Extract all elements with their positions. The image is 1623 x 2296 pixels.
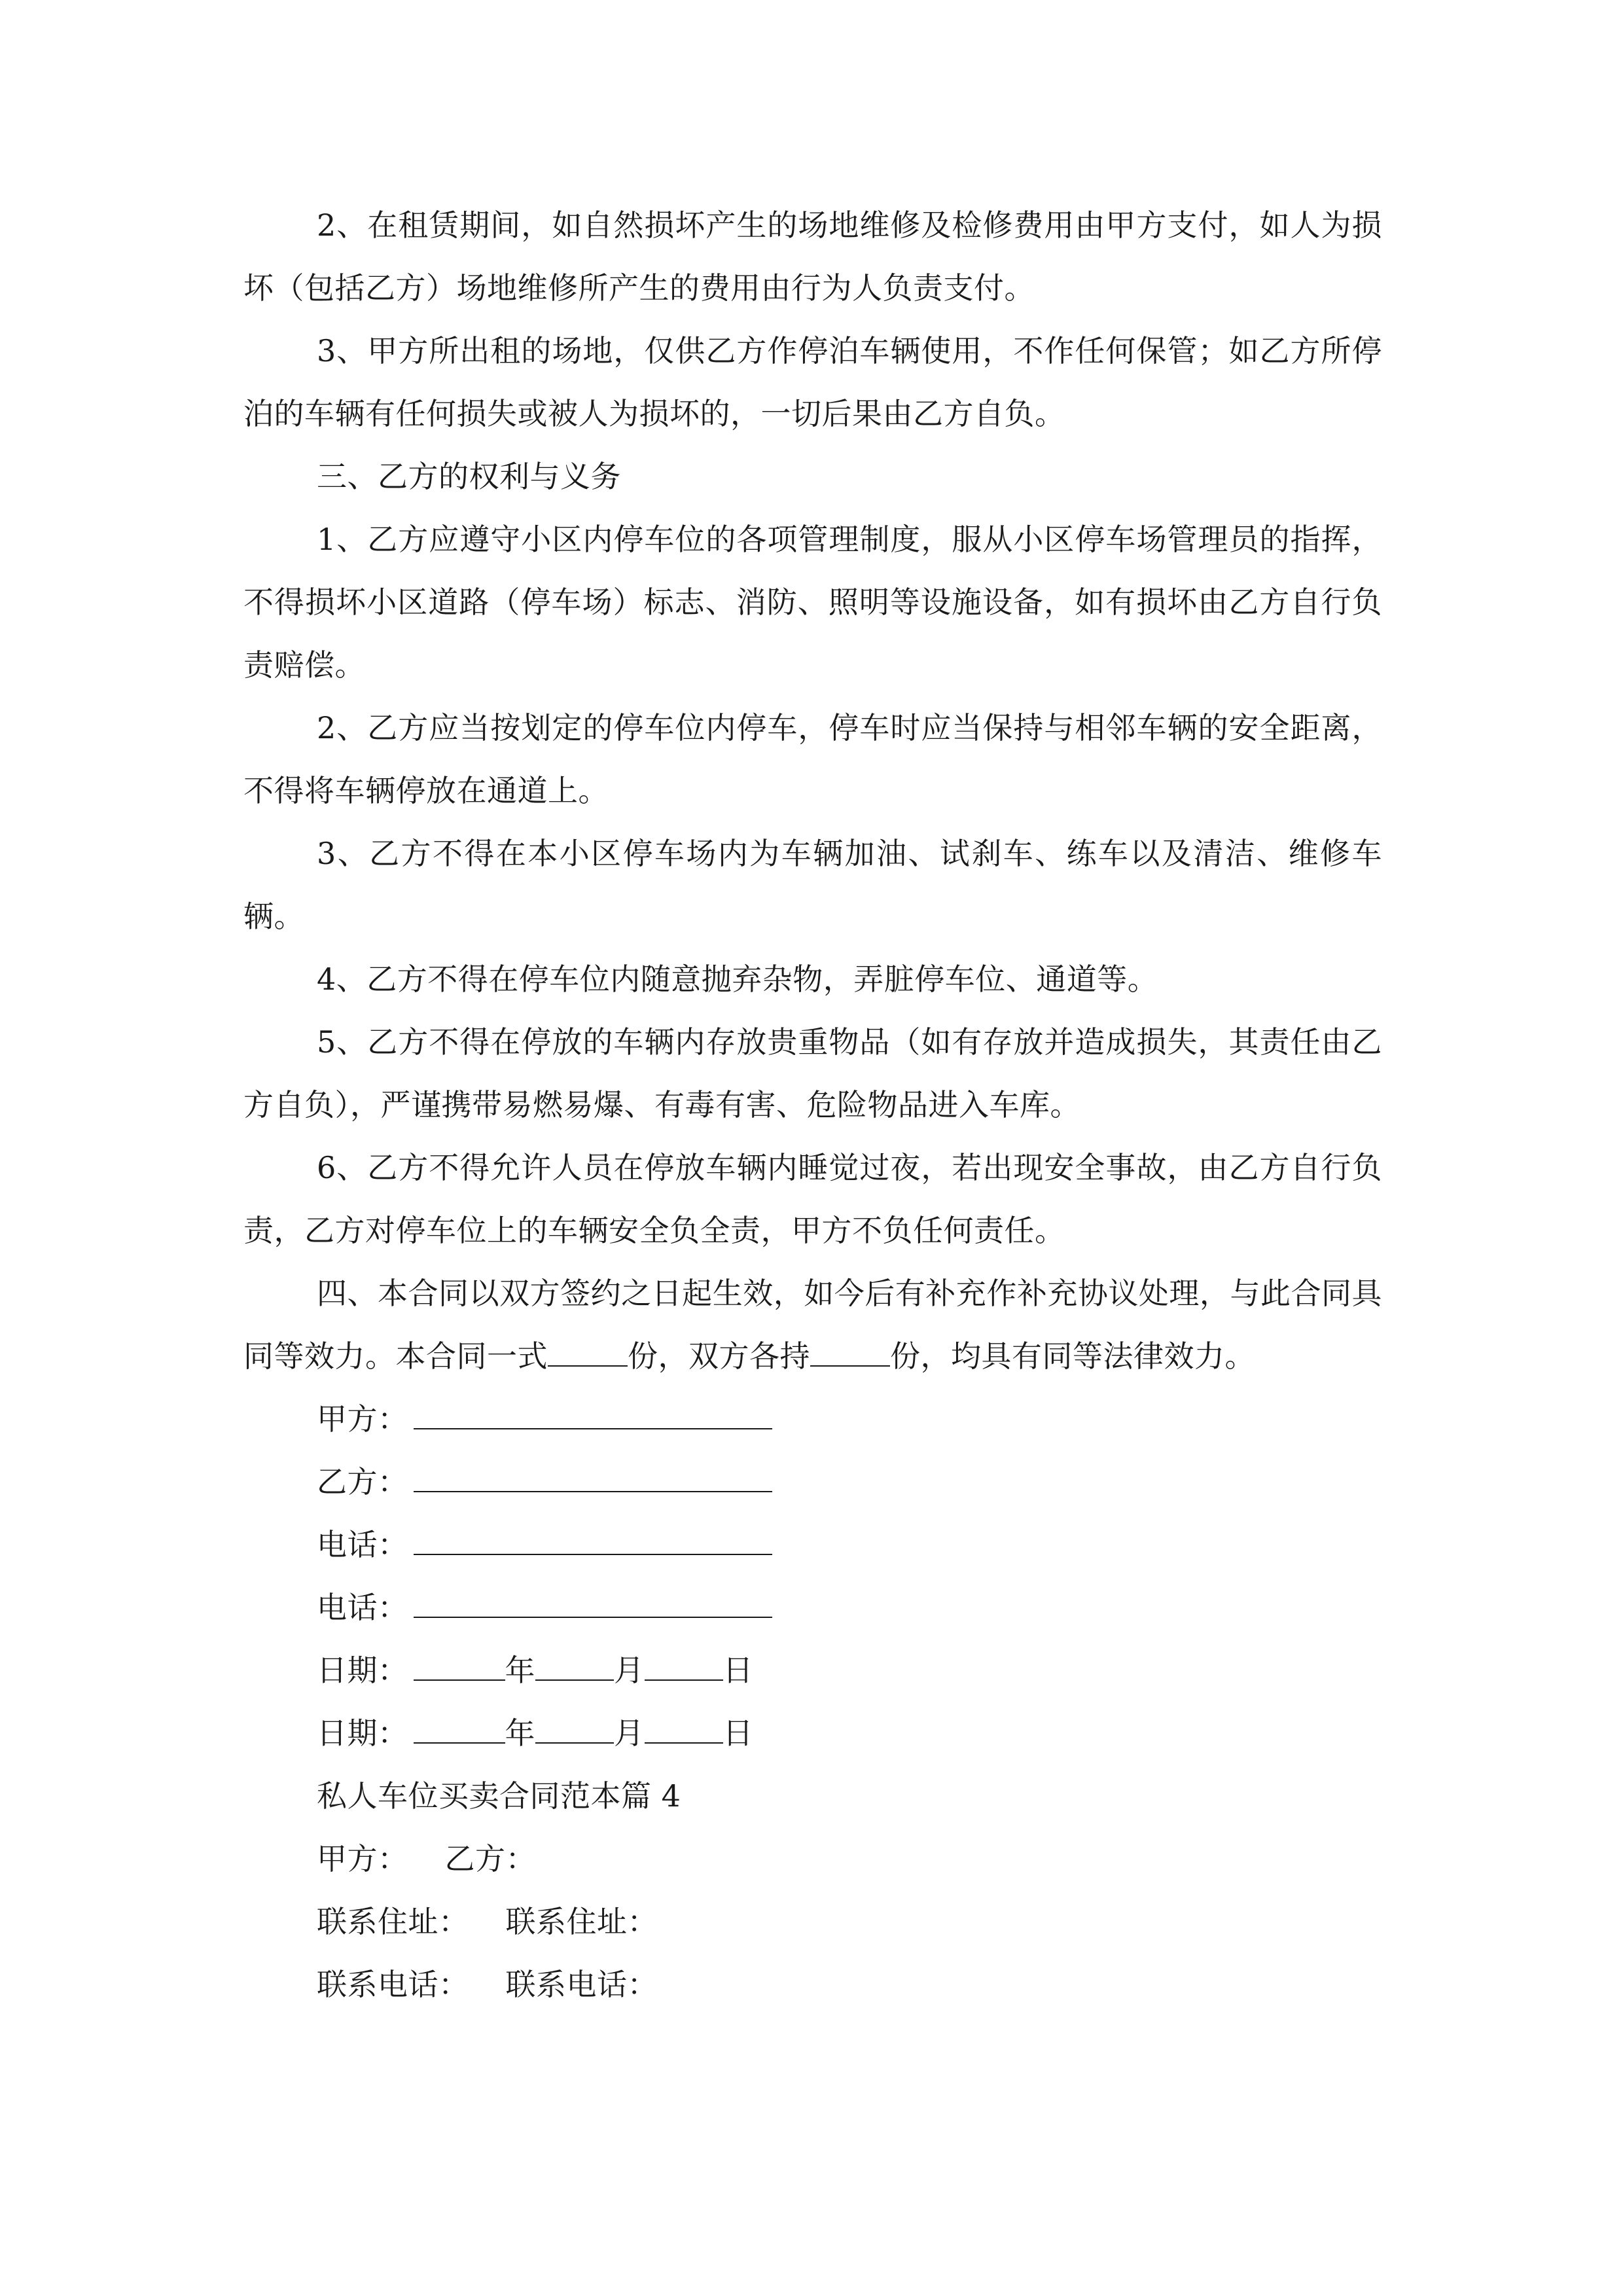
section-title: 私人车位买卖合同范本篇 4: [317, 1778, 681, 1814]
copies-each-blank[interactable]: [810, 1339, 890, 1367]
date-2-label: 日期：: [317, 1715, 408, 1751]
party-b-blank[interactable]: [414, 1465, 772, 1492]
signature-party-a: [243, 1388, 1382, 1450]
date-1-year-blank[interactable]: [414, 1653, 505, 1681]
heading-party-b-rights: 三、乙方的权利与义务: [317, 459, 621, 494]
copies-total-blank[interactable]: [548, 1339, 628, 1367]
paragraph-b-rule-6: 6、乙方不得允许人员在停放车辆内睡觉过夜，若出现安全事故，由乙方自行负责，乙方对停车位上的车辆安全负全责，甲方不负任何责任。: [243, 1150, 1382, 1248]
paragraph-b-rule-4: 4、乙方不得在停车位内随意抛弃杂物，弄脏停车位、通道等。: [317, 961, 1158, 997]
date-2-month-blank[interactable]: [535, 1716, 614, 1744]
clause-four-text-1: 四、本合同以双方签约之日起生效，如今后有补充作补充协议处理，与此合同具同等效力。本合同一式: [243, 1276, 1382, 1374]
clause-four-text-3: 份，均具有同等法律效力。: [890, 1338, 1255, 1374]
date-1-day-blank[interactable]: [645, 1653, 723, 1681]
signature-date-2: [243, 1702, 1382, 1765]
date-2-day-blank[interactable]: [645, 1716, 723, 1744]
party-a-blank[interactable]: [414, 1402, 772, 1429]
signature-phone-1: [243, 1513, 1382, 1576]
parties-b-label: 乙方：: [444, 1841, 536, 1876]
parties-line: [243, 1827, 1382, 1890]
date-1-month-label: 月: [614, 1653, 645, 1688]
phone-a-label: 联系电话：: [317, 1967, 469, 2002]
phone-1-label: 电话：: [317, 1527, 408, 1562]
party-b-label: 乙方：: [317, 1464, 408, 1499]
paragraph-parking-only: 3、甲方所出租的场地，仅供乙方作停泊车辆使用，不作任何保管；如乙方所停泊的车辆有任何损失或被人为损坏的，一切后果由乙方自负。: [243, 333, 1382, 431]
date-1-day-label: 日: [722, 1653, 753, 1688]
paragraph-repair-costs: 2、在租赁期间，如自然损坏产生的场地维修及检修费用由甲方支付，如人为损坏（包括乙方）场地维修所产生的费用由行为人负责支付。: [243, 207, 1382, 306]
date-2-day-label: 日: [722, 1715, 753, 1751]
phone-2-label: 电话：: [317, 1590, 408, 1625]
document-body: [243, 194, 1382, 2016]
phone-1-blank[interactable]: [414, 1528, 772, 1555]
paragraph-b-rule-5: 5、乙方不得在停放的车辆内存放贵重物品（如有存放并造成损失，其责任由乙方自负），严谨携带易燃易爆、有毒有害、危险物品进入车库。: [243, 1024, 1382, 1122]
phone-line: [243, 1953, 1382, 2016]
date-1-month-blank[interactable]: [535, 1653, 614, 1681]
party-a-label: 甲方：: [317, 1401, 408, 1437]
date-1-label: 日期：: [317, 1653, 408, 1688]
paragraph-b-rule-3: 3、乙方不得在本小区停车场内为车辆加油、试刹车、练车以及清洁、维修车辆。: [243, 836, 1382, 934]
signature-party-b: [243, 1450, 1382, 1513]
date-2-year-blank[interactable]: [414, 1716, 505, 1744]
paragraph-b-rule-1: 1、乙方应遵守小区内停车位的各项管理制度，服从小区停车场管理员的指挥，不得损坏小区道路（停车场）标志、消防、照明等设施设备，如有损坏由乙方自行负责赔偿。: [243, 522, 1382, 683]
address-b-label: 联系住址：: [505, 1904, 658, 1939]
date-2-month-label: 月: [614, 1715, 645, 1751]
parties-a-label: 甲方：: [317, 1841, 408, 1876]
address-line: [243, 1890, 1382, 1953]
date-2-year-label: 年: [505, 1715, 535, 1751]
address-a-label: 联系住址：: [317, 1904, 469, 1939]
phone-2-blank[interactable]: [414, 1590, 772, 1618]
clause-four-text-2: 份，双方各持: [628, 1338, 810, 1374]
signature-date-1: [243, 1639, 1382, 1702]
phone-b-label: 联系电话：: [505, 1967, 658, 2002]
signature-phone-2: [243, 1576, 1382, 1639]
date-1-year-label: 年: [505, 1653, 535, 1688]
paragraph-clause-four: [243, 1262, 1382, 1388]
paragraph-b-rule-2: 2、乙方应当按划定的停车位内停车，停车时应当保持与相邻车辆的安全距离，不得将车辆停放在通道上。: [243, 710, 1382, 808]
